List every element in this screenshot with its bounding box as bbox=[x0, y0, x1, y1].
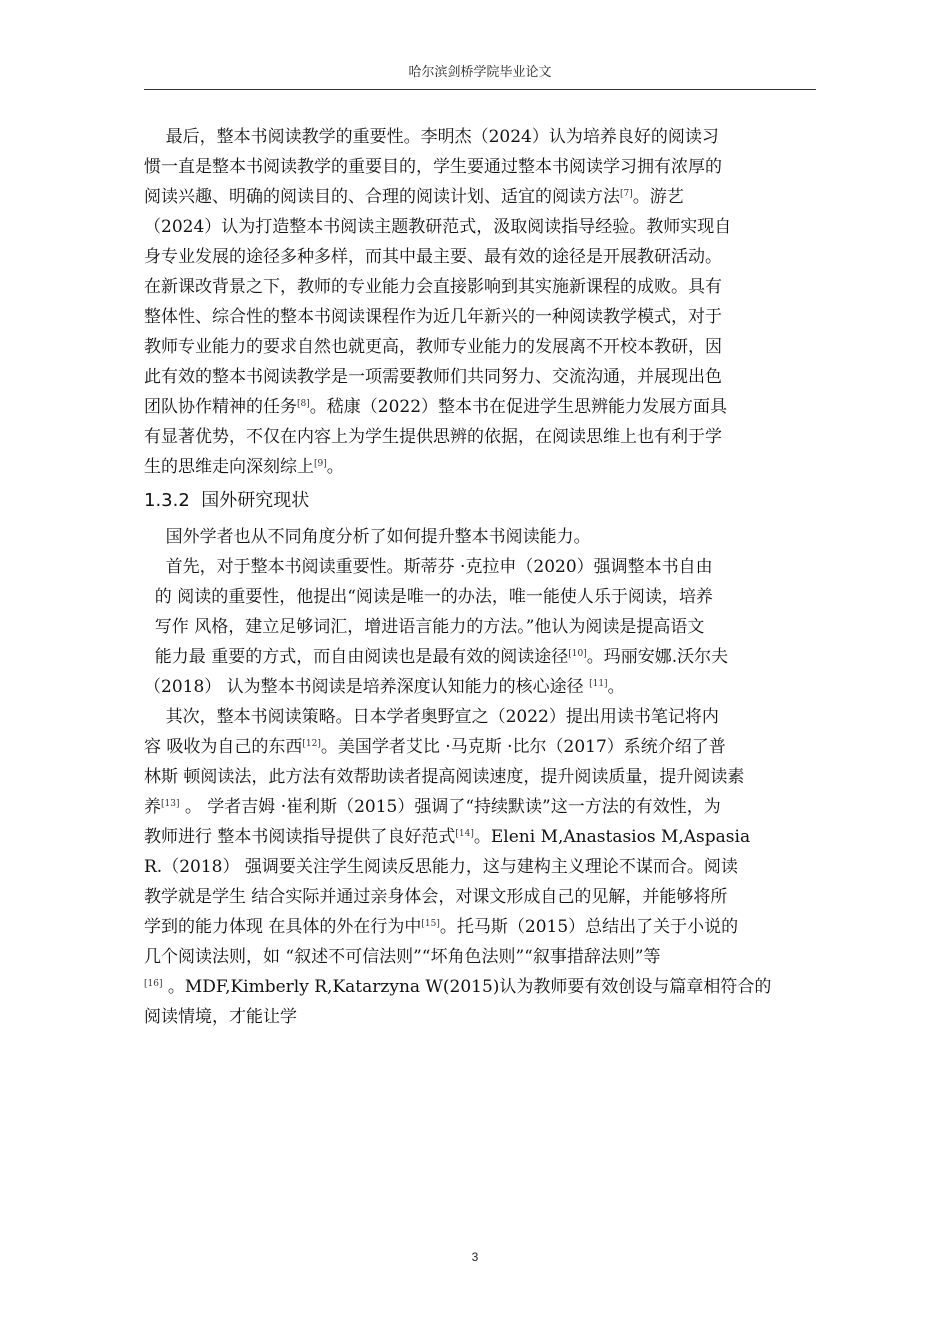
line-text: 惯一直是整本书阅读教学的重要目的，学生要通过整本书阅读学习拥有浓厚的 bbox=[144, 157, 722, 177]
text-line bbox=[144, 552, 808, 582]
line-text: 生的思维走向深刻综上 bbox=[144, 457, 314, 477]
line-text: 容 吸收为自己的东西 bbox=[144, 737, 303, 757]
line-text: 其次，整本书阅读策略。日本学者奥野宣之（2022）提出用读书笔记将内 bbox=[144, 707, 719, 727]
text-line bbox=[144, 822, 808, 852]
text-line bbox=[144, 152, 808, 182]
line-text: 几个阅读法则，如 “叙述不可信法则”“坏角色法则”“叙事措辞法则”等 bbox=[144, 947, 661, 967]
line-text-after-ref: 。 bbox=[607, 677, 625, 697]
line-text-after-ref: 。 bbox=[326, 457, 344, 477]
text-line bbox=[144, 302, 808, 332]
line-text: 能力最 重要的方式，而自由阅读也是最有效的阅读途径 bbox=[144, 647, 569, 667]
text-line bbox=[144, 212, 808, 242]
text-line bbox=[144, 122, 808, 152]
text-line bbox=[144, 762, 808, 792]
citation-ref: [14] bbox=[455, 829, 474, 839]
line-text: 教师专业能力的要求自然也就更高，教师专业能力的发展离不开校本教研，因 bbox=[144, 337, 722, 357]
text-line bbox=[144, 332, 808, 362]
text-line bbox=[144, 912, 808, 942]
line-text: 有显著优势，不仅在内容上为学生提供思辨的依据，在阅读思维上也有利于学 bbox=[144, 427, 722, 447]
text-line bbox=[144, 422, 808, 452]
citation-ref: [9] bbox=[314, 459, 327, 469]
citation-ref: [15] bbox=[421, 919, 440, 929]
text-line bbox=[144, 852, 808, 882]
line-text: 写作 风格，建立足够词汇，增进语言能力的方法。”他认为阅读是提高语文 bbox=[144, 617, 705, 637]
line-text-after-ref: 。 学者吉姆 ·崔利斯（2015）强调了“持续默读”这一方法的有效性，为 bbox=[179, 797, 721, 817]
line-text: 教学就是学生 结合实际并通过亲身体会，对课文形成自己的见解，并能够将所 bbox=[144, 887, 728, 907]
text-line bbox=[144, 522, 808, 552]
line-text: 整体性、综合性的整本书阅读课程作为近几年新兴的一种阅读教学模式，对于 bbox=[144, 307, 722, 327]
line-text: 首先，对于整本书阅读重要性。斯蒂芬 ·克拉申（2020）强调整本书自由 bbox=[144, 557, 713, 577]
section-heading: 1.3.2 国外研究现状 bbox=[144, 490, 310, 511]
line-text: 在新课改背景之下，教师的专业能力会直接影响到其实施新课程的成败。具有 bbox=[144, 277, 722, 297]
line-text: （2024）认为打造整本书阅读主题教研范式，汲取阅读指导经验。教师实现自 bbox=[144, 217, 732, 237]
line-text-after-ref: 。托马斯（2015）总结出了关于小说的 bbox=[439, 917, 739, 937]
text-line bbox=[144, 362, 808, 392]
line-text-after-ref: 。美国学者艾比 ·马克斯 ·比尔（2017）系统介绍了普 bbox=[320, 737, 726, 757]
line-text: 团队协作精神的任务 bbox=[144, 397, 297, 417]
line-text: 最后，整本书阅读教学的重要性。李明杰（2024）认为培养良好的阅读习 bbox=[144, 127, 719, 147]
line-text: 林斯 顿阅读法，此方法有效帮助读者提高阅读速度，提升阅读质量，提升阅读素 bbox=[144, 767, 745, 787]
line-text: 阅读情境，才能让学 bbox=[144, 1007, 297, 1027]
citation-ref: [10] bbox=[568, 649, 587, 659]
running-header: 哈尔滨剑桥学院毕业论文 bbox=[408, 65, 552, 80]
line-text: （2018） 认为整本书阅读是培养深度认知能力的核心途径 bbox=[144, 677, 590, 697]
text-line bbox=[144, 182, 808, 212]
line-text: 身专业发展的途径多种多样，而其中最主要、最有效的途径是开展教研活动。 bbox=[144, 247, 722, 267]
citation-ref: [12] bbox=[302, 739, 321, 749]
header-rule bbox=[144, 89, 816, 90]
line-text-after-ref: 。Eleni M,Anastasios M,Aspasia bbox=[473, 827, 751, 847]
text-line bbox=[144, 452, 808, 482]
text-line bbox=[144, 392, 808, 422]
text-line bbox=[144, 272, 808, 302]
text-line bbox=[144, 702, 808, 732]
line-text-after-ref: 。嵇康（2022）整本书在促进学生思辨能力发展方面具 bbox=[309, 397, 728, 417]
line-text-after-ref: 。玛丽安娜.沃尔夫 bbox=[586, 647, 729, 667]
page-number: 3 bbox=[471, 1250, 479, 1264]
text-line bbox=[144, 1002, 808, 1032]
citation-ref: [11] bbox=[589, 679, 608, 689]
citation-ref: [8] bbox=[297, 399, 310, 409]
citation-ref: [16] bbox=[144, 979, 163, 989]
line-text: 学到的能力体现 在具体的外在行为中 bbox=[144, 917, 422, 937]
text-line bbox=[144, 242, 808, 272]
line-text: 养 bbox=[144, 797, 161, 817]
text-line bbox=[144, 972, 808, 1002]
text-line bbox=[144, 732, 808, 762]
text-line bbox=[144, 942, 808, 972]
line-text: 此有效的整本书阅读教学是一项需要教师们共同努力、交流沟通，并展现出色 bbox=[144, 367, 722, 387]
line-text-after-ref: 。MDF,Kimberly R,Katarzyna W(2015)认为教师要有效创设与篇章相符合的 bbox=[162, 977, 772, 997]
line-text-after-ref: 。游艺 bbox=[632, 187, 684, 207]
text-line bbox=[144, 792, 808, 822]
text-line bbox=[144, 642, 808, 672]
citation-ref: [13] bbox=[161, 799, 180, 809]
line-text: 阅读兴趣、明确的阅读目的、合理的阅读计划、适宜的阅读方法 bbox=[144, 187, 620, 207]
citation-ref: [7] bbox=[620, 189, 633, 199]
body-text bbox=[144, 122, 808, 1032]
text-line bbox=[144, 612, 808, 642]
text-line bbox=[144, 582, 808, 612]
line-text: 教师进行 整本书阅读指导提供了良好范式 bbox=[144, 827, 456, 847]
line-text: R.（2018） 强调要关注学生阅读反思能力，这与建构主义理论不谋而合。阅读 bbox=[144, 857, 738, 877]
line-text: 的 阅读的重要性，他提出“阅读是唯一的办法，唯一能使人乐于阅读，培养 bbox=[144, 587, 713, 607]
text-line bbox=[144, 882, 808, 912]
line-text: 国外学者也从不同角度分析了如何提升整本书阅读能力。 bbox=[144, 527, 591, 547]
text-line bbox=[144, 672, 808, 702]
